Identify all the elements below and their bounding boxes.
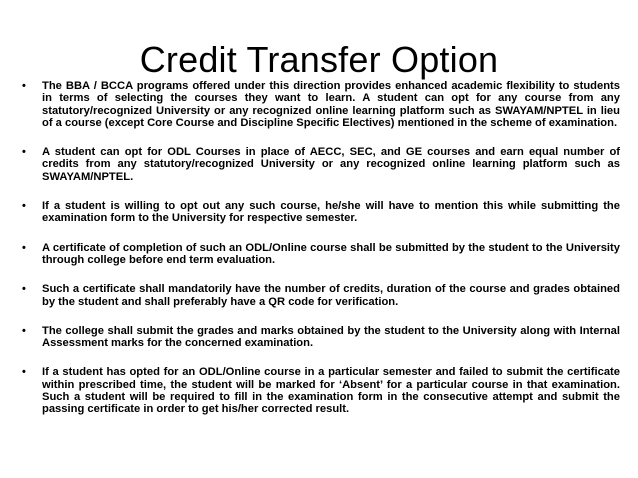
bullet-text: The BBA / BCCA programs offered under this direction provides enhanced academic flexibility to students in terms of selecting the courses they want to learn. A student can opt for any course from any statutory/recognized University or any recognized online learning platform such as SWAYAM/NPTEL in lieu of a course (except Core Course and Discipline Specific Electives) mentioned in the scheme of examination. bbox=[42, 80, 620, 129]
bullet-text: The college shall submit the grades and marks obtained by the student to the University along with Internal Assessment marks for the concerned examination. bbox=[42, 324, 620, 350]
bullet-dot-icon: • bbox=[22, 283, 26, 296]
slide-title: Credit Transfer Option bbox=[139, 39, 499, 81]
bullet-dot-icon: • bbox=[22, 366, 26, 379]
bullet-text: If a student has opted for an ODL/Online course in a particular semester and failed to submit the certificate within prescribed time, the student will be marked for ‘Absent’ for a particular course in that examination. Such a student will be required to fill in the examination form in the consecutive attempt and submit the passing certificate in order to get his/her corrected result. bbox=[42, 366, 620, 416]
bullet-item bbox=[22, 366, 620, 415]
bullet-text: Such a certificate shall mandatorily have the number of credits, duration of the course and grades obtained by the student and shall preferably have a QR code for verification. bbox=[42, 283, 620, 308]
bullet-item bbox=[22, 325, 620, 350]
bullet-dot-icon: • bbox=[22, 146, 26, 159]
bullet-dot-icon: • bbox=[22, 241, 26, 254]
bullet-dot-icon: • bbox=[22, 80, 26, 92]
bullet-text: If a student is willing to opt out any such course, he/she will have to mention this while submitting the examination form to the University for respective semester. bbox=[42, 200, 620, 225]
bullet-dot-icon: • bbox=[22, 200, 26, 213]
bullet-text: A student can opt for ODL Courses in place of AECC, SEC, and GE courses and earn equal number of credits from any statutory/recognized University or any recognized online learning platform such as SWAYAM/NPTEL. bbox=[42, 146, 620, 183]
bullet-item bbox=[22, 200, 620, 225]
bullet-item bbox=[22, 283, 620, 308]
bullet-item bbox=[22, 146, 620, 183]
bullet-text: A certificate of completion of such an ODL/Online course shall be submitted by the student to the University through college before end term evaluation. bbox=[42, 241, 620, 266]
bullet-list bbox=[22, 80, 620, 433]
bullet-item bbox=[22, 242, 620, 267]
bullet-dot-icon: • bbox=[22, 324, 26, 337]
bullet-item bbox=[22, 80, 620, 129]
